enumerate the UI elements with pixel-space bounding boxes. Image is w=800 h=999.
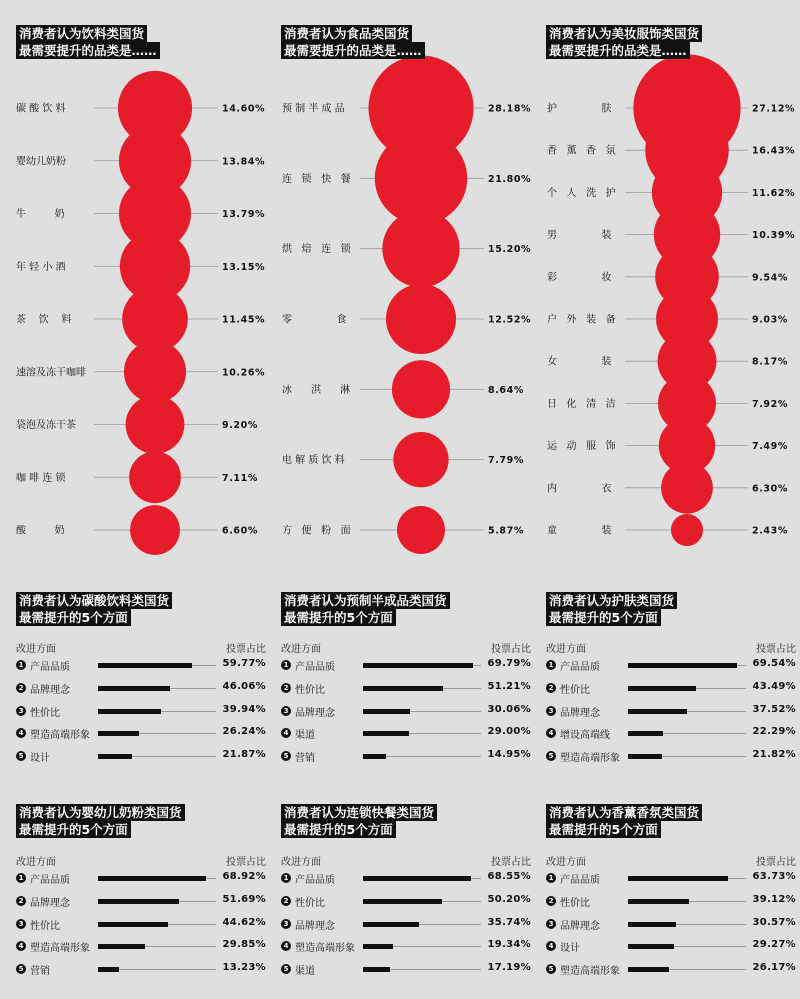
bar: [628, 754, 662, 759]
bar-value-label: 22.29%: [752, 726, 796, 738]
bubble-value-label: 7.79%: [488, 455, 524, 467]
rank-badge: 2: [16, 683, 26, 693]
bubble-value-label: 15.20%: [488, 244, 532, 256]
bar-label: 品牌理念: [295, 920, 335, 932]
bar-row: [546, 656, 796, 679]
bar: [98, 967, 119, 972]
bubble-category-label: 速溶及冻干咖啡: [16, 367, 86, 379]
title-line-1: 消费者认为饮料类国货: [16, 25, 147, 42]
bar-value-label: 69.79%: [487, 658, 531, 669]
bubble: [393, 432, 448, 487]
rank-badge: 2: [16, 896, 26, 906]
bubble: [661, 462, 713, 514]
bubble-category-label: 香 薰 香 氛: [547, 145, 616, 157]
bubble-value-label: 14.60%: [222, 103, 266, 115]
rank-badge: 5: [16, 964, 26, 974]
bar-row: [281, 656, 531, 679]
bubble-category-label: 户 外 装 备: [547, 314, 616, 326]
rank-badge: 1: [281, 660, 291, 670]
rank-badge: 2: [546, 683, 556, 693]
header-label-vote-share: 投票占比: [226, 644, 266, 655]
bubble-value-label: 28.18%: [488, 103, 532, 115]
bar-row: [281, 724, 531, 747]
bubble-chart-2: [282, 55, 531, 554]
rank-badge: 5: [546, 751, 556, 761]
bar-row: [546, 937, 796, 960]
bar-value-label: 26.17%: [752, 962, 796, 974]
title-line-1: 消费者认为香薰香氛类国货: [546, 804, 702, 821]
bar-label: 增设高端线: [560, 730, 610, 742]
bar-label: 性价比: [560, 897, 590, 909]
bar-chart-6-title: [546, 804, 702, 838]
bubble-value-label: 7.49%: [752, 441, 788, 453]
bar: [628, 967, 669, 972]
header-label-improvement: 改进方面: [546, 644, 586, 655]
bar: [628, 663, 737, 668]
bar-chart-header: [546, 640, 796, 656]
bar-value-label: 19.34%: [487, 939, 531, 951]
bubble-value-label: 16.43%: [752, 145, 796, 157]
bubble-category-label: 茶 饮 料: [16, 314, 72, 326]
bar-row: [546, 892, 796, 915]
bar-value-label: 21.87%: [222, 749, 266, 761]
bubble-value-label: 6.30%: [752, 483, 788, 495]
bubble-chart-1: [16, 71, 265, 555]
bubble-value-label: 11.45%: [222, 314, 266, 326]
bubble-category-label: 冰 淇 淋: [282, 384, 351, 396]
bubble-category-label: 咖 啡 连 锁: [16, 472, 66, 484]
bubble-value-label: 13.84%: [222, 156, 266, 168]
bubble-category-label: 日 化 清 洁: [547, 398, 616, 410]
bubble: [130, 505, 180, 555]
bar-value-label: 68.92%: [222, 871, 266, 882]
bubble-value-label: 5.87%: [488, 525, 524, 537]
bar-label: 设计: [30, 753, 50, 765]
bar-label: 渠道: [295, 966, 315, 978]
bar-row: [546, 702, 796, 725]
rank-badge: 3: [281, 706, 291, 716]
bar-chart-5-title: [281, 804, 437, 838]
bubble-value-label: 7.11%: [222, 472, 258, 484]
bubble: [124, 341, 186, 403]
title-line-1: 消费者认为婴幼儿奶粉类国货: [16, 804, 185, 821]
bar-value-label: 63.73%: [752, 871, 796, 882]
bar: [363, 876, 471, 881]
bubble-category-label: 袋泡及冻干茶: [16, 420, 76, 431]
bar-value-label: 39.12%: [752, 893, 796, 905]
rank-badge: 5: [16, 751, 26, 761]
bar-row: [281, 679, 531, 702]
bar-value-label: 21.82%: [752, 749, 796, 761]
header-label-improvement: 改进方面: [546, 857, 586, 868]
header-label-improvement: 改进方面: [16, 857, 56, 868]
bar-value-label: 68.55%: [487, 871, 531, 882]
bar-row: [16, 656, 266, 679]
bar-label: 品牌理念: [560, 920, 600, 932]
bar-row: [546, 960, 796, 983]
bar-value-label: 69.54%: [752, 658, 796, 669]
rank-badge: 5: [281, 964, 291, 974]
bubble-value-label: 10.26%: [222, 367, 266, 379]
bar: [98, 731, 139, 736]
bar-label: 产品品质: [295, 662, 335, 673]
bar-value-label: 35.74%: [487, 916, 531, 928]
bar: [628, 686, 696, 691]
bar-chart-header: [546, 853, 796, 869]
header-label-vote-share: 投票占比: [756, 857, 796, 868]
bubble-category-label: 酸 奶: [16, 525, 65, 537]
bubble: [126, 395, 185, 454]
bar: [628, 709, 687, 714]
bar: [363, 899, 442, 904]
bubble-value-label: 13.79%: [222, 209, 266, 220]
title-line-2: 最需提升的5个方面: [16, 609, 131, 626]
bar-value-label: 39.94%: [222, 703, 266, 715]
bar-row: [281, 869, 531, 892]
bubble: [671, 514, 703, 546]
bar-row: [16, 724, 266, 747]
title-line-1: 消费者认为预制半成品类国货: [281, 592, 450, 609]
bar-chart-5: [281, 853, 531, 983]
rank-badge: 3: [546, 919, 556, 929]
bar: [98, 686, 170, 691]
rank-badge: 4: [281, 728, 291, 738]
bubble-value-label: 9.20%: [222, 420, 258, 431]
bubble-value-label: 2.43%: [752, 525, 788, 537]
title-line-2: 最需提升的5个方面: [281, 821, 396, 838]
title-line-1: 消费者认为护肤类国货: [546, 592, 677, 609]
bar-value-label: 17.19%: [487, 962, 531, 974]
bar-row: [16, 679, 266, 702]
bar-row: [546, 869, 796, 892]
bar: [98, 709, 161, 714]
bar: [628, 731, 663, 736]
bubble-category-label: 电 解 质 饮 料: [282, 455, 345, 467]
bar-row: [16, 915, 266, 938]
bar-value-label: 50.20%: [487, 893, 531, 905]
bar: [98, 663, 192, 668]
rank-badge: 2: [281, 683, 291, 693]
title-line-1: 消费者认为碳酸饮料类国货: [16, 592, 172, 609]
bar-value-label: 51.69%: [222, 893, 266, 905]
bar: [628, 876, 728, 881]
title-line-1: 消费者认为连锁快餐类国货: [281, 804, 437, 821]
title-line-2: 最需提升的5个方面: [546, 821, 661, 838]
rank-badge: 3: [281, 919, 291, 929]
bar-label: 营销: [295, 753, 315, 765]
bar: [363, 944, 393, 949]
rank-badge: 1: [16, 660, 26, 670]
bar-label: 渠道: [295, 730, 315, 742]
bar: [628, 944, 674, 949]
bar-label: 性价比: [295, 684, 325, 696]
bar-chart-header: [281, 640, 531, 656]
title-line-2: 最需提升的5个方面: [16, 821, 131, 838]
bubble-category-label: 童 装: [547, 525, 612, 537]
bar-chart-3: [546, 640, 796, 770]
bar-chart-header: [281, 853, 531, 869]
rank-badge: 3: [16, 919, 26, 929]
bar-row: [281, 747, 531, 770]
bar: [98, 922, 168, 927]
bar-value-label: 30.06%: [487, 703, 531, 715]
bar-chart-header: [16, 640, 266, 656]
bar-label: 设计: [560, 943, 580, 955]
bar-label: 塑造高端形象: [295, 943, 355, 955]
bar: [363, 967, 390, 972]
bar-label: 塑造高端形象: [30, 943, 90, 955]
bar: [98, 899, 179, 904]
bar: [363, 731, 409, 736]
bar-row: [281, 960, 531, 983]
bubble-category-label: 烘 焙 连 锁: [282, 244, 351, 256]
bar: [363, 709, 410, 714]
title-line-1: 消费者认为食品类国货: [281, 25, 412, 42]
bar-value-label: 29.00%: [487, 726, 531, 738]
bar-chart-4-title: [16, 804, 185, 838]
rank-badge: 1: [281, 873, 291, 883]
bubble-category-label: 连 锁 快 餐: [282, 173, 351, 185]
bar-label: 塑造高端形象: [30, 730, 90, 742]
bubble: [382, 210, 459, 287]
bar: [628, 899, 689, 904]
title-line-2: 最需提升的5个方面: [281, 609, 396, 626]
bar: [628, 922, 676, 927]
header-label-improvement: 改进方面: [281, 644, 321, 655]
title-line-2: 最需要提升的品类是……: [546, 42, 690, 59]
rank-badge: 2: [281, 896, 291, 906]
bar-label: 性价比: [560, 684, 590, 696]
bubble-value-label: 6.60%: [222, 525, 258, 537]
bar-chart-3-title: [546, 592, 677, 626]
bar-label: 品牌理念: [560, 707, 600, 719]
rank-badge: 2: [546, 896, 556, 906]
bar-label: 产品品质: [30, 662, 70, 673]
bar-value-label: 26.24%: [222, 726, 266, 738]
title-line-2: 最需提升的5个方面: [546, 609, 661, 626]
bar-value-label: 43.49%: [752, 680, 796, 692]
bar-label: 性价比: [30, 707, 60, 719]
bubble-category-label: 牛 奶: [16, 209, 65, 220]
bar-value-label: 29.27%: [752, 939, 796, 951]
header-label-improvement: 改进方面: [281, 857, 321, 868]
rank-badge: 3: [546, 706, 556, 716]
bar-value-label: 29.85%: [222, 939, 266, 951]
rank-badge: 5: [281, 751, 291, 761]
bubble-value-label: 8.64%: [488, 384, 524, 396]
bubble-value-label: 13.15%: [222, 261, 266, 273]
bar-row: [16, 747, 266, 770]
rank-badge: 4: [16, 941, 26, 951]
rank-badge: 5: [546, 964, 556, 974]
bubble-value-label: 10.39%: [752, 230, 796, 242]
bubble-value-label: 7.92%: [752, 398, 788, 410]
bubble-category-label: 女 装: [547, 356, 612, 368]
bubble-category-label: 年 轻 小 酒: [16, 261, 66, 273]
rank-badge: 1: [546, 873, 556, 883]
rank-badge: 4: [16, 728, 26, 738]
header-label-vote-share: 投票占比: [756, 644, 796, 655]
bar-label: 产品品质: [295, 875, 335, 886]
rank-badge: 1: [546, 660, 556, 670]
bar-chart-2-title: [281, 592, 450, 626]
bar-value-label: 14.95%: [487, 749, 531, 761]
rank-badge: 4: [546, 728, 556, 738]
bar-value-label: 51.21%: [487, 680, 531, 692]
bar-row: [281, 915, 531, 938]
bar-row: [281, 702, 531, 725]
bar: [363, 663, 473, 668]
title-line-2: 最需要提升的品类是……: [16, 42, 160, 59]
bar-label: 品牌理念: [30, 897, 70, 909]
bar: [98, 754, 132, 759]
bar-value-label: 30.57%: [752, 916, 796, 928]
bar-label: 产品品质: [30, 875, 70, 886]
bar-value-label: 37.52%: [752, 703, 796, 715]
bubble-category-label: 碳 酸 饮 料: [16, 103, 66, 115]
title-line-1: 消费者认为美妆服饰类国货: [546, 25, 702, 42]
bar-value-label: 59.77%: [222, 658, 266, 669]
header-label-vote-share: 投票占比: [226, 857, 266, 868]
bubble-chart-1-title: [16, 25, 160, 59]
bubble-value-label: 9.54%: [752, 272, 788, 284]
bar-value-label: 44.62%: [222, 916, 266, 928]
title-line-2: 最需要提升的品类是……: [281, 42, 425, 59]
bubble: [397, 506, 445, 554]
bubble-category-label: 预 制 半 成 品: [282, 103, 345, 115]
bar-row: [16, 869, 266, 892]
bar-row: [281, 937, 531, 960]
bar-row: [281, 892, 531, 915]
bubble: [392, 360, 450, 418]
bubble-category-label: 男 装: [547, 230, 612, 242]
bubble-chart-3: [547, 54, 795, 546]
rank-badge: 4: [281, 941, 291, 951]
bar-chart-1: [16, 640, 266, 770]
bar-row: [546, 747, 796, 770]
bubble-category-label: 运 动 服 饰: [547, 441, 616, 453]
bar-row: [16, 937, 266, 960]
bubble-category-label: 个 人 洗 护: [547, 187, 616, 199]
rank-badge: 3: [16, 706, 26, 716]
bar-chart-1-title: [16, 592, 172, 626]
bubble-category-label: 方 便 粉 面: [282, 525, 351, 537]
bar: [98, 876, 206, 881]
bubble: [129, 451, 181, 503]
header-label-vote-share: 投票占比: [491, 644, 531, 655]
bubble: [386, 284, 456, 354]
rank-badge: 1: [16, 873, 26, 883]
bar: [363, 754, 386, 759]
bubble-category-label: 护 肤: [547, 103, 612, 115]
bar-row: [16, 702, 266, 725]
bar-label: 塑造高端形象: [560, 966, 620, 978]
bar-label: 品牌理念: [295, 707, 335, 719]
bar-label: 产品品质: [560, 875, 600, 886]
bubble-value-label: 21.80%: [488, 173, 532, 185]
bar: [363, 686, 443, 691]
bar-label: 产品品质: [560, 662, 600, 673]
bar-label: 性价比: [295, 897, 325, 909]
bubble-value-label: 12.52%: [488, 314, 532, 326]
rank-badge: 4: [546, 941, 556, 951]
bar-chart-4: [16, 853, 266, 983]
header-label-improvement: 改进方面: [16, 644, 56, 655]
bar-label: 营销: [30, 966, 50, 978]
bar-chart-header: [16, 853, 266, 869]
bar-chart-6: [546, 853, 796, 983]
bubble-value-label: 8.17%: [752, 356, 788, 368]
bar-chart-2: [281, 640, 531, 770]
bar-label: 性价比: [30, 920, 60, 932]
bubble-category-label: 婴幼儿奶粉: [16, 156, 66, 168]
bubble-category-label: 内 衣: [547, 483, 612, 495]
bar: [98, 944, 145, 949]
bar-row: [546, 679, 796, 702]
bubble-value-label: 27.12%: [752, 103, 796, 115]
bar-value-label: 13.23%: [222, 962, 266, 974]
bar-value-label: 46.06%: [222, 680, 266, 692]
bar-row: [16, 960, 266, 983]
bar: [363, 922, 419, 927]
bubble-category-label: 零 食: [282, 314, 347, 326]
bubble-chart-3-title: [546, 25, 702, 59]
bubble-value-label: 9.03%: [752, 314, 788, 326]
bar-label: 品牌理念: [30, 684, 70, 696]
bubble-value-label: 11.62%: [752, 187, 796, 199]
bar-row: [546, 724, 796, 747]
bubble-category-label: 彩 妆: [547, 272, 612, 284]
bar-row: [16, 892, 266, 915]
bar-row: [546, 915, 796, 938]
bubble-chart-2-title: [281, 25, 425, 59]
bar-label: 塑造高端形象: [560, 753, 620, 765]
header-label-vote-share: 投票占比: [491, 857, 531, 868]
